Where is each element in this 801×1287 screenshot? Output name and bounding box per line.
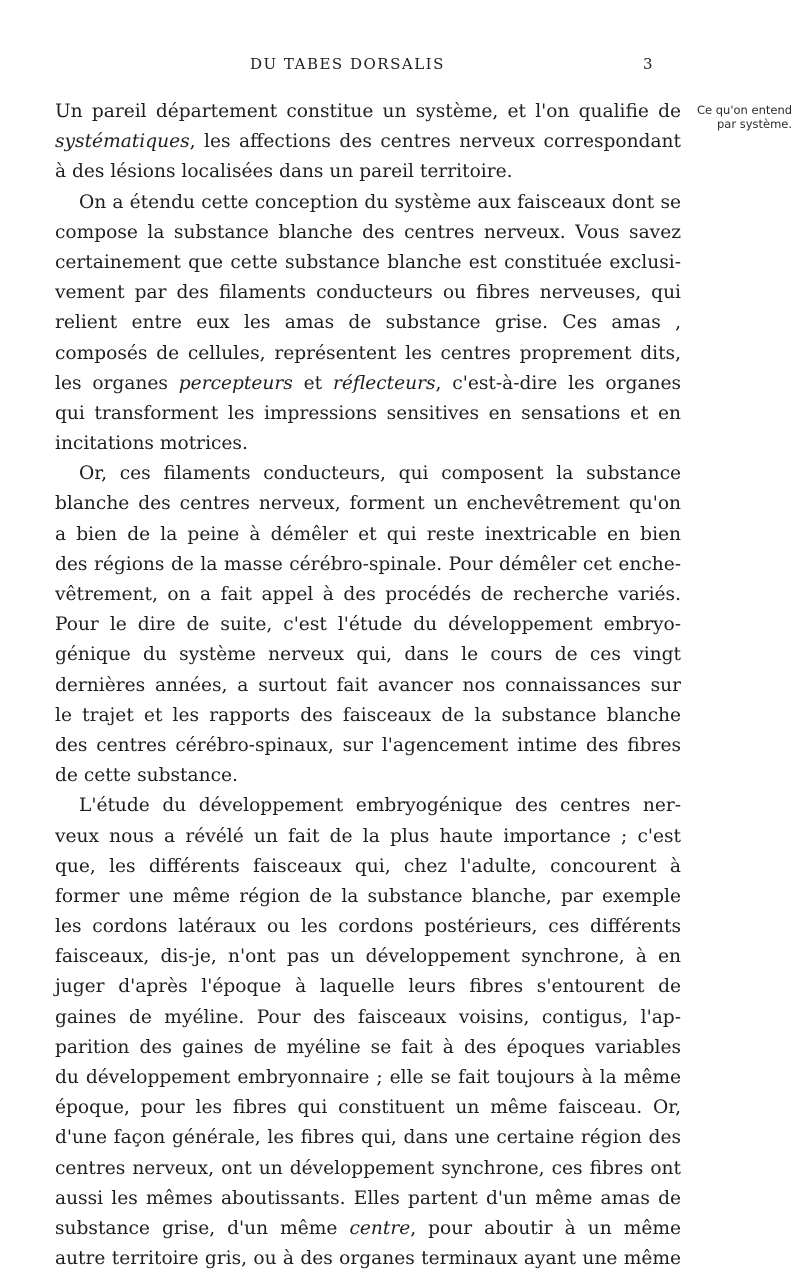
text-line [55,127,681,157]
text-line [55,882,681,912]
text-line [55,1093,681,1123]
text-line [55,1154,681,1184]
text-run: de cette substance. [55,765,238,787]
text-line [55,731,681,761]
text-line [55,489,681,519]
text-line [55,97,681,127]
text-run: juger d'après l'époque à laquelle leurs fibres s'entourent de [55,976,681,998]
text-line [55,1033,681,1063]
text-run: du développement embryonnaire ; elle se fait toujours à la même [55,1067,681,1088]
text-line [55,218,681,248]
text-line [55,278,681,308]
text-run: , c'est-à-dire les organes [435,372,682,394]
italic-term: centre [349,1217,411,1239]
text-run: des centres cérébro-spinaux, sur l'agencement intime des fibres [55,734,681,756]
text-run: Pour le dire de suite, c'est l'étude du développement embryo- [55,614,681,636]
text-run: Or, ces filaments conducteurs, qui composent la substance [79,463,681,485]
page-number: 3 [643,55,653,73]
text-run: relient entre eux les amas de substance grise. Ces amas , [55,312,681,334]
text-line [55,399,681,429]
text-run: certainement que cette substance blanche est constituée exclusi- [55,251,681,273]
text-run: , pour aboutir à un même [410,1217,681,1239]
text-run: à des lésions localisées dans un pareil territoire. [55,161,513,183]
text-line [55,1184,681,1214]
text-run: les cordons latéraux ou les cordons postérieurs, ces différents [55,916,681,938]
body-text [55,97,681,1274]
text-line [55,1214,681,1244]
text-line [55,580,681,610]
text-line [55,550,681,580]
text-line [55,822,681,852]
text-line [55,1123,681,1153]
text-run: blanche des centres nerveux, forment un enchevêtrement qu'on [55,493,681,515]
italic-term: réflecteurs [332,372,436,394]
text-run: Un pareil département constitue un système, et l'on qualifie de [55,101,681,122]
text-run: On a étendu cette conception du système aux faisceaux dont se [79,191,681,213]
text-line [55,369,681,399]
italic-term: percepteurs [178,372,293,394]
margin-note-line: par système. [717,117,793,131]
text-line [55,791,681,821]
text-run: et [292,372,333,394]
text-run: a bien de la peine à démêler et qui reste inextricable en bien [55,523,681,545]
text-run: veux nous a révélé un fait de la plus haute importance ; c'est [55,825,681,847]
text-run: d'une façon générale, les fibres qui, dans une certaine région des [55,1127,681,1149]
text-line [55,520,681,550]
text-line [55,972,681,1002]
text-line [55,1244,681,1274]
text-run: , les affections des centres nerveux correspondant [189,131,681,153]
text-line [55,1063,681,1093]
text-run: les organes [55,372,179,394]
text-run: aussi les mêmes aboutissants. Elles partent d'un même amas de [55,1187,681,1209]
text-line [55,701,681,731]
text-line [55,852,681,882]
text-line [55,339,681,369]
text-run: L'étude du développement embryogénique des centres ner- [79,795,681,817]
margin-note-line: Ce qu'on entend [697,103,793,117]
text-run: époque, pour les fibres qui constituent un même faisceau. Or, [55,1097,681,1119]
text-line [55,610,681,640]
text-line [55,671,681,701]
text-line [55,640,681,670]
text-run: incitations motrices. [55,433,248,455]
text-line [55,188,681,218]
text-run: que, les différents faisceaux qui, chez l'adulte, concourent à [55,855,681,877]
text-run: substance grise, d'un même [55,1217,350,1239]
text-line [55,1003,681,1033]
text-run: des régions de la masse cérébro-spinale. Pour démêler cet enche- [55,553,681,575]
text-run: parition des gaines de myéline se fait à des époques variables [55,1036,681,1058]
text-run: le trajet et les rapports des faisceaux de la substance blanche [55,704,681,726]
text-run: vêtrement, on a fait appel à des procédés de recherche variés. [55,584,681,605]
text-line [55,248,681,278]
margin-note [697,103,801,131]
text-line [55,157,681,187]
text-line [55,429,681,459]
text-run: dernières années, a surtout fait avancer nos connaissances sur [55,674,681,696]
text-run: centres nerveux, ont un développement synchrone, ces fibres ont [55,1157,681,1179]
text-run: former une même région de la substance blanche, par exemple [55,885,681,907]
text-run: composés de cellules, représentent les centres proprement dits, [55,342,681,364]
text-line [55,761,681,791]
text-run: qui transforment les impressions sensitives en sensations et en [55,402,681,424]
text-line [55,459,681,489]
text-run: gaines de myéline. Pour des faisceaux voisins, contigus, l'ap- [55,1006,681,1028]
text-line [55,912,681,942]
text-run: faisceaux, dis-je, n'ont pas un développement synchrone, à en [55,946,681,968]
text-run: vement par des filaments conducteurs ou fibres nerveuses, qui [55,282,681,304]
text-line [55,308,681,338]
text-run: compose la substance blanche des centres nerveux. Vous savez [55,221,681,243]
text-run: génique du système nerveux qui, dans le cours de ces vingt [55,644,681,666]
text-line [55,942,681,972]
running-head [0,55,801,79]
text-run: autre territoire gris, ou à des organes terminaux ayant une même [55,1248,681,1270]
italic-term: systématiques [55,131,190,153]
running-title: DU TABES DORSALIS [250,55,445,73]
